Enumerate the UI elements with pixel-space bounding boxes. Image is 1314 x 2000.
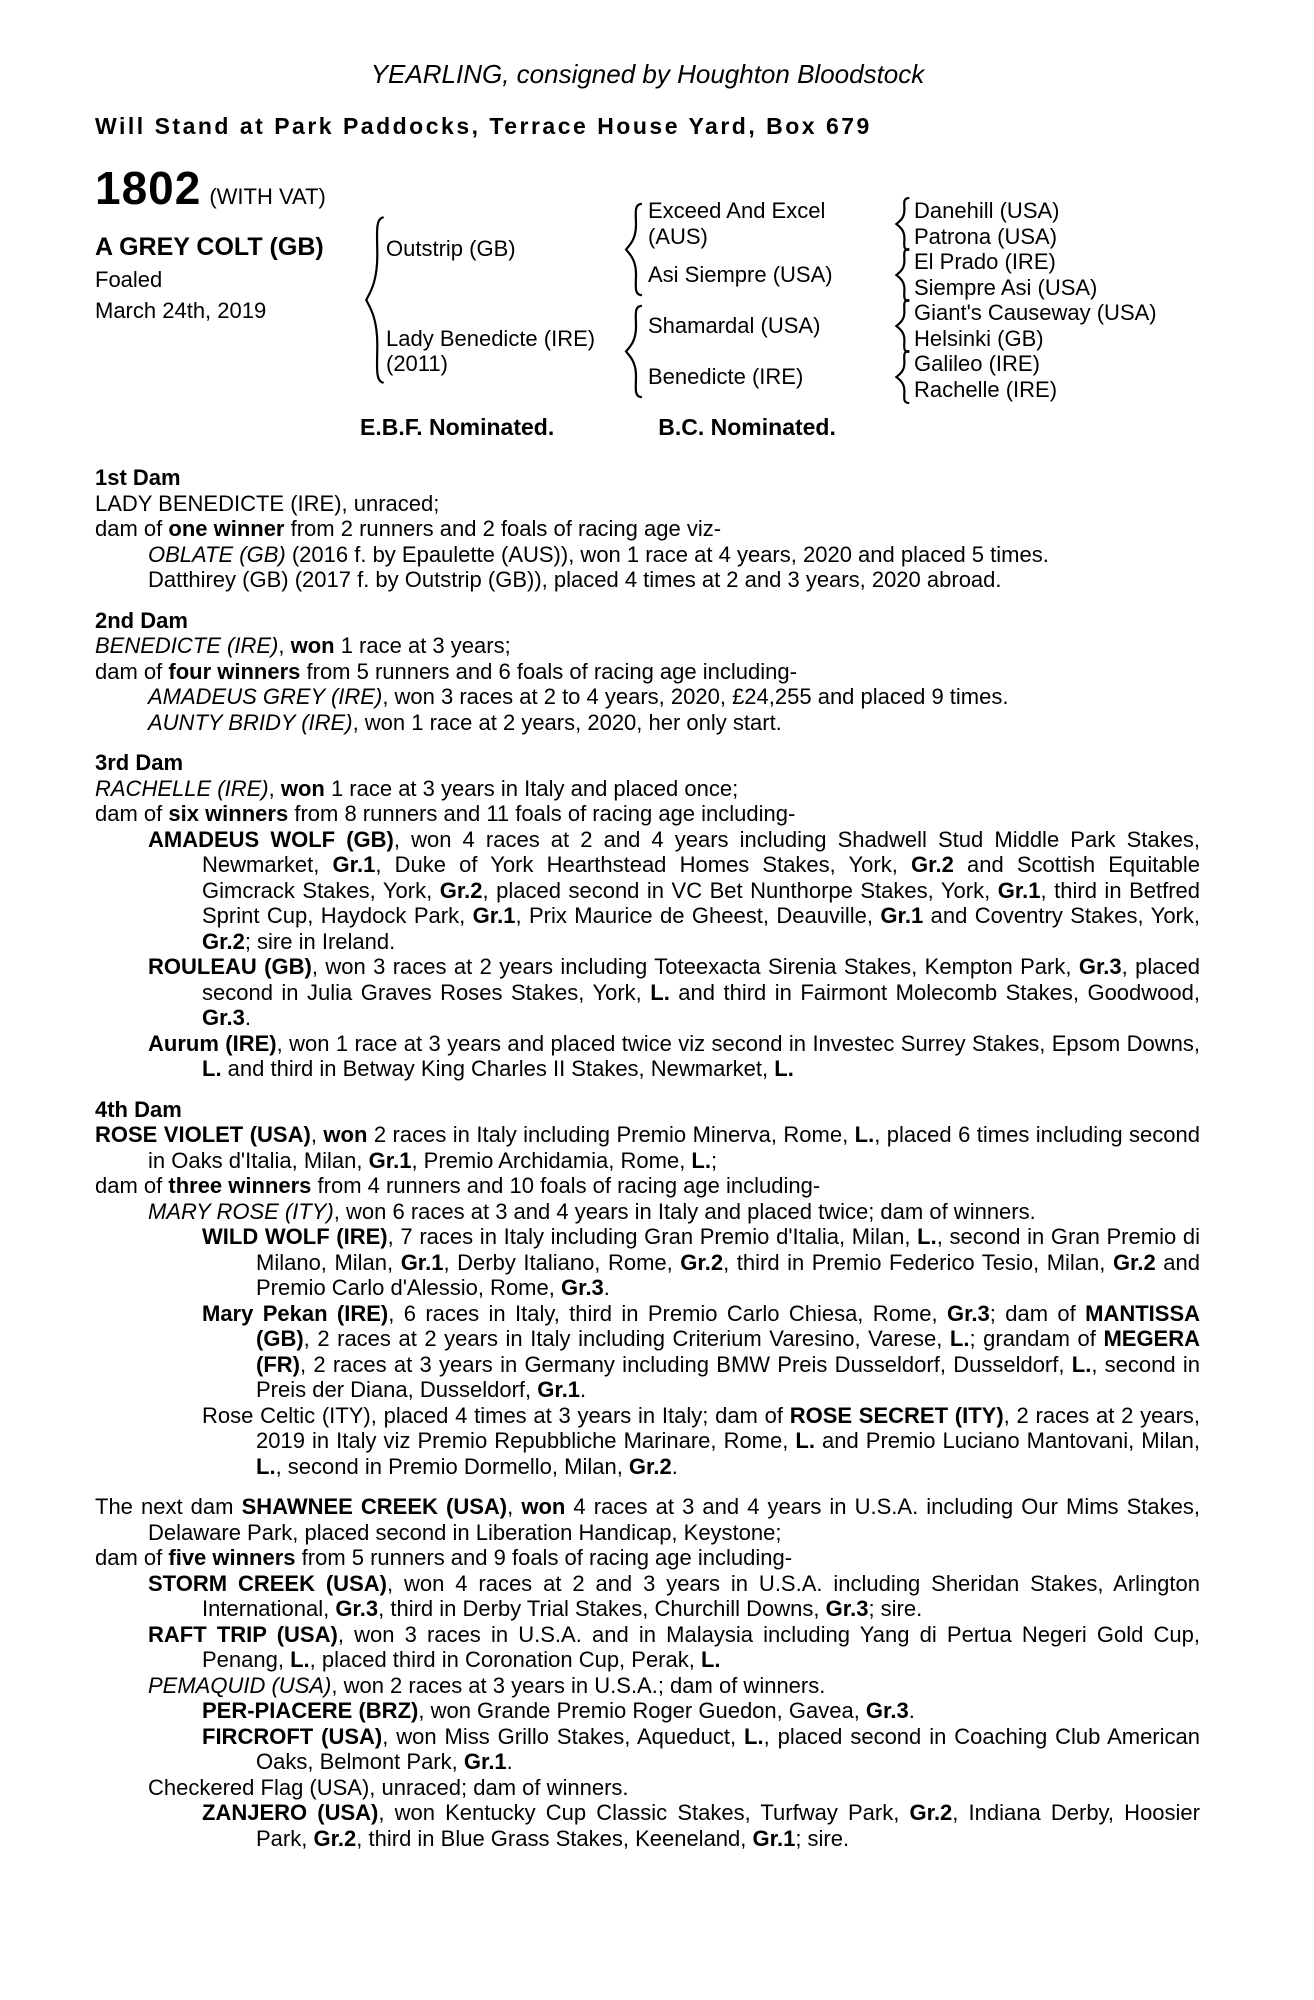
pedigree-grandparent: Benedicte (IRE)	[648, 363, 804, 389]
pedigree-sire: Outstrip (GB)	[386, 236, 516, 262]
dam-heading: 3rd Dam	[95, 750, 184, 775]
pedigree-table	[95, 162, 1200, 441]
pedigree-text-paragraph: AUNTY BRIDY (IRE), won 1 race at 2 years, 2020, her only start.	[148, 709, 782, 735]
pedigree-text-paragraph: The next dam SHAWNEE CREEK (USA), won 4 races at 3 and 4 years in U.S.A. including Our Mims Stakes, Delaware Park, placed second in Liberation Handicap, Keystone;	[95, 1494, 1200, 1545]
pedigree-grandparent: Asi Siempre (USA)	[648, 261, 833, 287]
pedigree-grandparent: Shamardal (USA)	[648, 312, 821, 338]
page-title: YEARLING, consigned by Houghton Bloodstock	[370, 59, 925, 89]
nominations-line	[360, 414, 1200, 441]
pedigree-text-paragraph: STORM CREEK (USA), won 4 races at 2 and 3 years in U.S.A. including Sheridan Stakes, Arlington International, Gr.3, third in Derby Trial Stakes, Churchill Downs, Gr.3; sire.	[148, 1570, 1200, 1621]
dam-section	[95, 750, 1200, 1082]
pedigree-brace-icon	[890, 300, 914, 351]
dam-section	[95, 1097, 1200, 1480]
horse-description: A GREY COLT (GB)	[95, 233, 324, 261]
pedigree-brace-icon	[362, 198, 386, 402]
pedigree-brace-icon	[618, 300, 648, 402]
pedigree-text-paragraph: WILD WOLF (IRE), 7 races in Italy including Gran Premio d'Italia, Milan, L., second in Gran Premio di Milano, Milan, Gr.1, Derby Italiano, Rome, Gr.2, third in Premio Federico Tesio, Milan, Gr.2 and Premio Carlo d'Alessio, Rome, Gr.3.	[202, 1224, 1200, 1300]
pedigree-text-paragraph: PER-PIACERE (BRZ), won Grande Premio Roger Guedon, Gavea, Gr.3.	[202, 1698, 915, 1723]
lot-number: 1802	[95, 162, 202, 214]
dam-year: (2011)	[386, 351, 448, 376]
dam-section	[95, 608, 1200, 736]
pedigree-text-paragraph: dam of three winners from 4 runners and 10 foals of racing age including-	[95, 1173, 821, 1198]
pedigree-grandparent: Exceed And Excel (AUS)	[648, 198, 826, 249]
pedigree-text-paragraph: RACHELLE (IRE), won 1 race at 3 years in Italy and placed once;	[95, 775, 739, 801]
dam-heading: 2nd Dam	[95, 607, 188, 633]
dam-section	[95, 1494, 1200, 1851]
pedigree-dam: Lady Benedicte (IRE) (2011)	[386, 325, 596, 376]
pedigree-great-grandparents: Giant's Causeway (USA) Helsinki (GB)	[914, 300, 1157, 351]
pedigree-text-paragraph: LADY BENEDICTE (IRE), unraced;	[95, 490, 440, 516]
pedigree-text-paragraph: Rose Celtic (ITY), placed 4 times at 3 years in Italy; dam of ROSE SECRET (ITY), 2 races at 2 years, 2019 in Italy viz Premio Repubbliche Marinare, Rome, L. and Premio Luciano Mantovani, Milan, L., second in Premio Dormello, Milan, Gr.2.	[202, 1402, 1201, 1479]
pedigree-text-paragraph: dam of six winners from 8 runners and 11 foals of racing age including-	[95, 801, 796, 826]
pedigree-text-paragraph: OBLATE (GB) (2016 f. by Epaulette (AUS)), won 1 race at 4 years, 2020 and placed 5 times.	[148, 541, 1049, 567]
pedigree-text-paragraph: BENEDICTE (IRE), won 1 race at 3 years;	[95, 633, 511, 658]
pedigree-brace-icon	[890, 351, 914, 402]
dam-heading: 4th Dam	[95, 1096, 182, 1122]
pedigree-text-paragraph: dam of four winners from 5 runners and 6 foals of racing age including-	[95, 658, 797, 684]
pedigree-text-paragraph: ZANJERO (USA), won Kentucky Cup Classic Stakes, Turfway Park, Gr.2, Indiana Derby, Hoosier Park, Gr.2, third in Blue Grass Stakes, Keeneland, Gr.1; sire.	[202, 1800, 1200, 1851]
pedigree-text-paragraph: ROULEAU (GB), won 3 races at 2 years including Toteexacta Sirenia Stakes, Kempton Park, Gr.3, placed second in Julia Graves Roses Stakes, York, L. and third in Fairmont Molecomb Stakes, Goodwood, Gr.3.	[148, 954, 1200, 1030]
foaled-date: March 24th, 2019	[95, 298, 267, 323]
bc-nomination: B.C. Nominated.	[658, 414, 836, 440]
pedigree-text-paragraph: ROSE VIOLET (USA), won 2 races in Italy including Premio Minerva, Rome, L., placed 6 times including second in Oaks d'Italia, Milan, Gr.1, Premio Archidamia, Rome, L.;	[95, 1122, 1201, 1173]
pedigree-text-paragraph: Aurum (IRE), won 1 race at 3 years and placed twice viz second in Investec Surrey Stakes, Epsom Downs, L. and third in Betway King Charles II Stakes, Newmarket, L.	[148, 1030, 1200, 1081]
vat-note: (WITH VAT)	[209, 184, 326, 209]
pedigree-brace-icon	[890, 198, 914, 249]
dam-heading: 1st Dam	[95, 465, 181, 490]
pedigree-great-grandparents: El Prado (IRE) Siempre Asi (USA)	[914, 249, 1098, 300]
pedigree-text-paragraph: Mary Pekan (IRE), 6 races in Italy, third in Premio Carlo Chiesa, Rome, Gr.3; dam of MANTISSA (GB), 2 races at 2 years in Italy including Criterium Varesino, Varese, L.; grandam of MEGERA (FR), 2 races at 3 years in Germany including BMW Preis Dusseldorf, Dusseldorf, L., second in Preis der Diana, Dusseldorf, Gr.1.	[202, 1300, 1201, 1402]
pedigree-text-paragraph: FIRCROFT (USA), won Miss Grillo Stakes, Aqueduct, L., placed second in Coaching Club American Oaks, Belmont Park, Gr.1.	[202, 1723, 1200, 1774]
lot-info	[95, 164, 362, 402]
pedigree-great-grandparents: Galileo (IRE) Rachelle (IRE)	[914, 351, 1058, 402]
pedigree-text-paragraph: AMADEUS WOLF (GB), won 4 races at 2 and 4 years including Shadwell Stud Middle Park Stakes, Newmarket, Gr.1, Duke of York Hearthstead Homes Stakes, York, Gr.2 and Scottish Equitable Gimcrack Stakes, York, Gr.2, placed second in VC Bet Nunthorpe Stakes, York, Gr.1, third in Betfred Sprint Cup, Haydock Park, Gr.1, Prix Maurice de Gheest, Deauville, Gr.1 and Coventry Stakes, York, Gr.2; sire in Ireland.	[148, 826, 1201, 954]
pedigree-brace-icon	[890, 249, 914, 300]
pedigree-text-paragraph: PEMAQUID (USA), won 2 races at 3 years in U.S.A.; dam of winners.	[148, 1672, 826, 1698]
ebf-nomination: E.B.F. Nominated.	[360, 414, 555, 440]
dam-section	[95, 465, 1200, 593]
pedigree-text-paragraph: dam of five winners from 5 runners and 9 foals of racing age including-	[95, 1545, 793, 1570]
stand-location-line: Will Stand at Park Paddocks, Terrace House Yard, Box 679	[95, 113, 872, 139]
pedigree-text-paragraph: dam of one winner from 2 runners and 2 foals of racing age viz-	[95, 516, 722, 541]
pedigree-text-paragraph: Datthirey (GB) (2017 f. by Outstrip (GB)), placed 4 times at 2 and 3 years, 2020 abroad.	[148, 567, 1002, 592]
pedigree-text-paragraph: AMADEUS GREY (IRE), won 3 races at 2 to 4 years, 2020, £24,255 and placed 9 times.	[148, 684, 1009, 709]
dam-sections	[95, 465, 1200, 1851]
pedigree-text-paragraph: Checkered Flag (USA), unraced; dam of winners.	[148, 1774, 629, 1800]
pedigree-text-paragraph: MARY ROSE (ITY), won 6 races at 3 and 4 years in Italy and placed twice; dam of winners.	[148, 1198, 1036, 1224]
pedigree-brace-icon	[618, 198, 648, 300]
foaled-label: Foaled	[95, 267, 163, 292]
pedigree-text-paragraph: RAFT TRIP (USA), won 3 races in U.S.A. and in Malaysia including Yang di Pertua Negeri Gold Cup, Penang, L., placed third in Coronation Cup, Perak, L.	[148, 1621, 1200, 1672]
pedigree-great-grandparents: Danehill (USA) Patrona (USA)	[914, 198, 1060, 249]
